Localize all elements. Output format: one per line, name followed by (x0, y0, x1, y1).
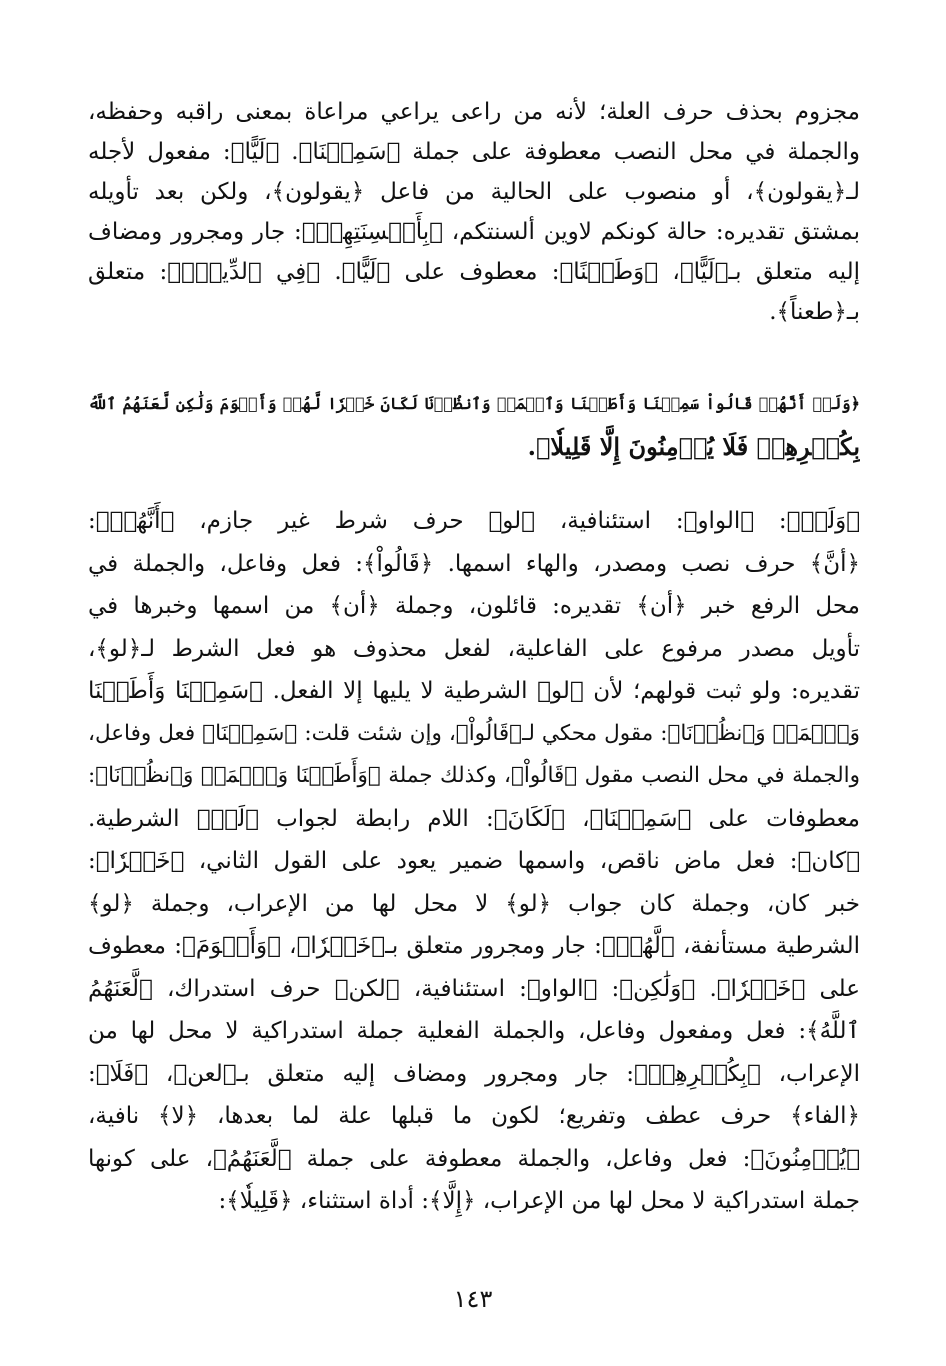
paragraph-grammar-analysis-2 (88, 500, 860, 1223)
paragraph-2-line: معطوفات على ﴿سَمِعۡنَا﴾، ﴿لَكَانَ﴾: اللام رابطة لجواب ﴿لَوۡ﴾ الشرطية. (88, 805, 860, 832)
paragraph-1-line: بـ﴿طعناً﴾. (769, 299, 860, 325)
verse-line: بِكُفۡرِهِمۡ فَلَا يُؤۡمِنُونَ إِلَّا قَلِيلٗا﴾. (527, 432, 860, 461)
paragraph-2-line: الإعراب، ﴿بِكُفۡرِهِمۡ﴾: جار ومجرور ومضاف إليه متعلق بـ﴿لعن﴾، ﴿فَلَا﴾: (88, 1060, 860, 1087)
paragraph-2-line: ﴿أنَّ﴾ حرف نصب ومصدر، والهاء اسمها. ﴿قَالُواْ﴾: فعل وفاعل، والجملة في (88, 550, 860, 577)
paragraph-2-line: تقديره: ولو ثبت قولهم؛ لأن ﴿لو﴾ الشرطية لا يليها إلا الفعل. ﴿سَمِعۡنَا وَأَطَعۡنَا (88, 678, 860, 704)
verse-line: ﴿وَلَوۡ أَنَّهُمۡ قَالُواْ سَمِعۡنَا وَأَطَعۡنَا وَٱسۡمَعۡ وَٱنظُرۡنَا لَكَانَ خَيۡرٗا لَّهُمۡ وَأَقۡوَمَ وَلَٰكِن لَّعَنَهُمُ ٱللَّهُ (88, 394, 860, 413)
paragraph-2-line: وَٱسۡمَعۡ وَٱنظُرۡنَا﴾: مقول محكي لـ﴿قَالُواْ﴾، وإن شئت قلت: ﴿سَمِعۡنَا﴾ فعل وفاعل، (88, 720, 860, 746)
paragraph-2-line: جملة استدراكية لا محل لها من الإعراب، ﴿إِلَّا﴾: أداة استثناء، ﴿قَلِيلٗا﴾: (218, 1188, 860, 1214)
paragraph-1-line: والجملة في محل النصب معطوفة على جملة ﴿سَمِعۡنَا﴾. ﴿لَيًّا﴾: مفعول لأجله (88, 139, 860, 165)
paragraph-2-line: على ﴿خَيۡرٗا﴾. ﴿وَلَٰكِن﴾: ﴿الواو﴾: استئنافية، ﴿لكن﴾ حرف استدراك، ﴿لَّعَنَهُمُ (88, 975, 860, 1002)
paragraph-2-line: ﴿يُؤۡمِنُونَ﴾: فعل وفاعل، والجملة معطوفة على جملة ﴿لَّعَنَهُمُ﴾، على كونها (88, 1145, 860, 1172)
paragraph-2-line: ﴿كان﴾: فعل ماض ناقص، واسمها ضمير يعود على القول الثاني، ﴿خَيۡرٗا﴾: (88, 848, 860, 874)
paragraph-2-line: محل الرفع خبر ﴿أن﴾ تقديره: قائلون، وجملة ﴿أن﴾ من اسمها وخبرها في (88, 593, 860, 619)
paragraph-2-line: الشرطية مستأنفة، ﴿لَّهُمۡ﴾: جار ومجرور متعلق بـ﴿خَيۡرٗا﴾، ﴿وَأَقۡوَمَ﴾: معطوف (88, 933, 860, 959)
paragraph-2-line: والجملة في محل النصب مقول ﴿قَالُواْ﴾، وكذلك جملة ﴿وَأَطَعۡنَا وَٱسۡمَعۡ وَٱنظُرۡنَا﴾: (88, 763, 860, 788)
quran-verse (88, 382, 860, 468)
paragraph-1-line: إليه متعلق بـ﴿لَيًّا﴾، ﴿وَطَعۡنًا﴾: معطوف على ﴿لَيًّا﴾. ﴿فِي ٱلدِّينِۚ﴾: متعلق (88, 259, 860, 285)
paragraph-1-line: بمشتق تقديره: حالة كونكم لاوين ألسنتكم، ﴿بِأَلۡسِنَتِهِمۡ﴾: جار ومجرور ومضاف (88, 219, 860, 245)
paragraph-grammar-analysis-1 (88, 92, 860, 332)
paragraph-1-line: لـ﴿يقولون﴾، أو منصوب على الحالية من فاعل ﴿يقولون﴾، ولكن بعد تأويله (88, 179, 860, 205)
paragraph-2-line: خبر كان، وجملة كان جواب ﴿لو﴾ لا محل لها من الإعراب، وجملة ﴿لو﴾ (88, 890, 860, 917)
paragraph-2-line: ﴿وَلَوۡ﴾: ﴿الواو﴾: استئنافية، ﴿لو﴾ حرف شرط غير جازم، ﴿أَنَّهُمۡ﴾: (88, 508, 860, 534)
paragraph-2-line: تأويل مصدر مرفوع على الفاعلية، لفعل محذوف هو فعل الشرط لـ﴿لو﴾، (88, 635, 860, 662)
page-number: ١٤٣ (453, 1285, 493, 1313)
paragraph-2-line: ﴿الفاء﴾ حرف عطف وتفريع؛ لكون ما قبلها علة لما بعدها، ﴿لا﴾ نافية، (88, 1103, 860, 1129)
paragraph-1-line: مجزوم بحذف حرف العلة؛ لأنه من راعى يراعي مراعاة بمعنى راقبه وحفظه، (88, 99, 860, 125)
paragraph-2-line: ٱللَّهُ﴾: فعل ومفعول وفاعل، والجملة الفعلية جملة استدراكية لا محل لها من (88, 1018, 860, 1044)
